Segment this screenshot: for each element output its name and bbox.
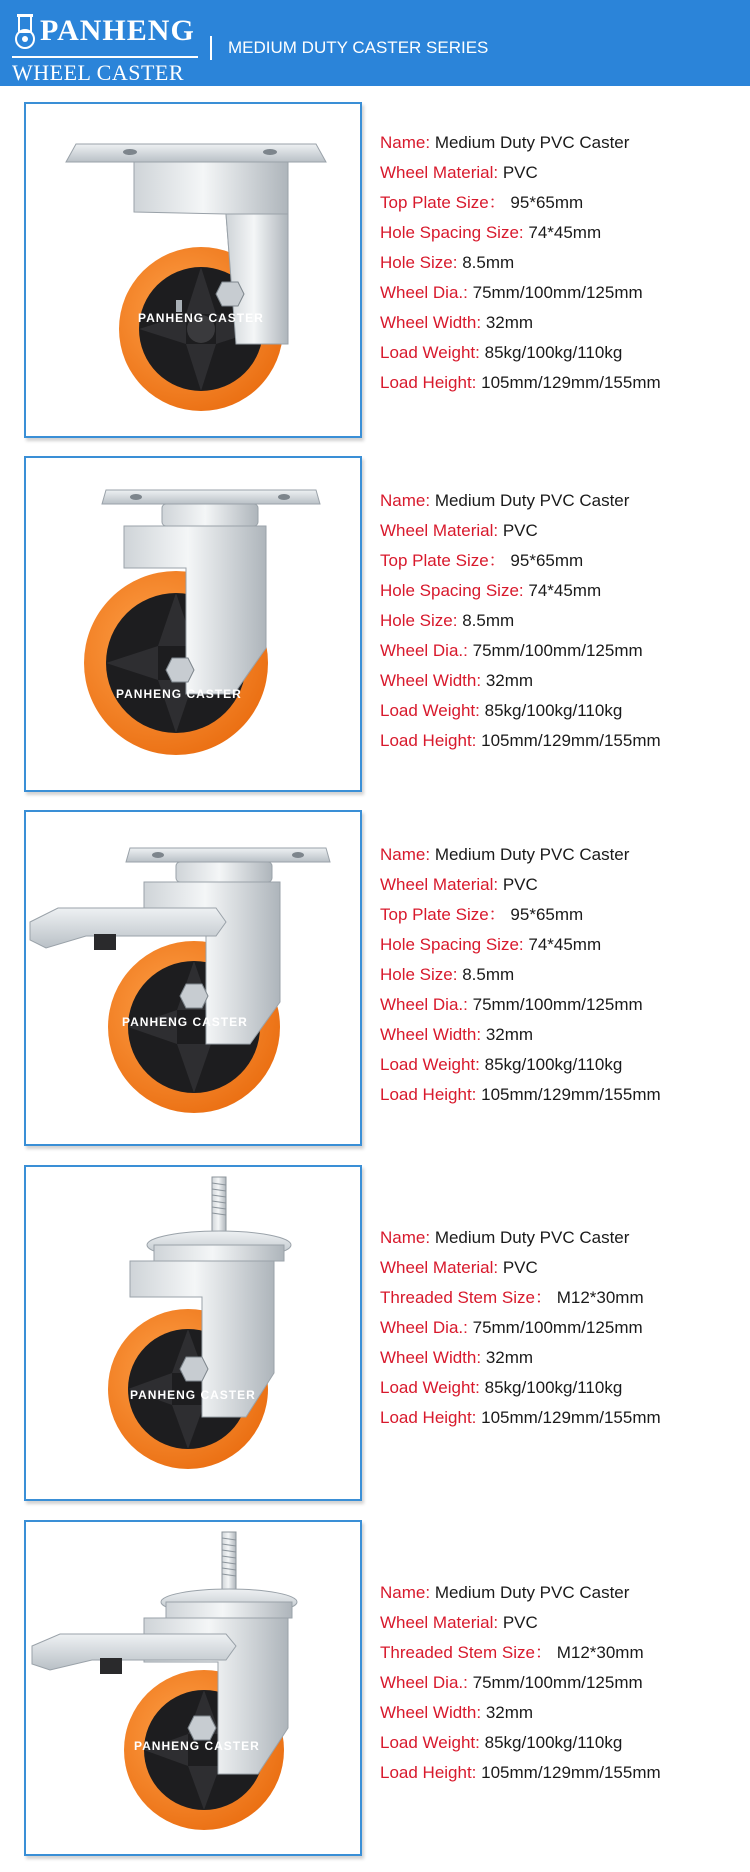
spec-label: Name: bbox=[380, 491, 431, 510]
spec-row-name bbox=[380, 840, 740, 870]
spec-label: Load Height: bbox=[380, 1408, 477, 1427]
spec-value: 105mm/129mm/155mm bbox=[481, 1085, 661, 1104]
logo-text-bottom: WHEEL CASTER bbox=[12, 60, 184, 85]
spec-row-wheel-width bbox=[380, 1343, 740, 1373]
product-card-1 bbox=[0, 102, 750, 442]
product-image-frame bbox=[24, 1520, 362, 1856]
spec-label: Top Plate Size： bbox=[380, 905, 506, 924]
spec-value: 85kg/100kg/110kg bbox=[484, 1733, 623, 1752]
spec-value: 95*65mm bbox=[510, 551, 584, 570]
spec-row-wheel-material bbox=[380, 870, 740, 900]
spec-row-wheel-dia bbox=[380, 1668, 740, 1698]
spec-row-wheel-material bbox=[380, 1253, 740, 1283]
spec-row-wheel-width bbox=[380, 1698, 740, 1728]
spec-row-name bbox=[380, 1578, 740, 1608]
spec-label: Load Weight: bbox=[380, 343, 480, 362]
spec-value: Medium Duty PVC Caster bbox=[434, 133, 630, 152]
spec-row-wheel-dia bbox=[380, 1313, 740, 1343]
logo-divider bbox=[12, 56, 198, 58]
header-banner bbox=[0, 0, 750, 86]
spec-row-load-weight bbox=[380, 1373, 740, 1403]
spec-label: Wheel Dia.: bbox=[380, 1673, 468, 1692]
spec-value: 105mm/129mm/155mm bbox=[481, 373, 661, 392]
spec-value: PVC bbox=[502, 163, 538, 182]
spec-value: 74*45mm bbox=[528, 935, 602, 954]
watermark-text: PANHENG CASTER bbox=[138, 311, 264, 325]
spec-label: Wheel Material: bbox=[380, 1258, 499, 1277]
spec-value: 8.5mm bbox=[462, 253, 515, 272]
spec-value: 8.5mm bbox=[462, 611, 515, 630]
spec-row-hole-spacing bbox=[380, 218, 740, 248]
spec-label: Wheel Material: bbox=[380, 163, 499, 182]
spec-row-name bbox=[380, 486, 740, 516]
spec-row-hole-size bbox=[380, 606, 740, 636]
spec-row-load-weight bbox=[380, 696, 740, 726]
product-image-frame bbox=[24, 456, 362, 792]
spec-row-wheel-material bbox=[380, 516, 740, 546]
spec-value: 95*65mm bbox=[510, 193, 584, 212]
spec-label: Wheel Dia.: bbox=[380, 1318, 468, 1337]
spec-list bbox=[380, 840, 740, 1110]
spec-row-top-plate-size bbox=[380, 188, 740, 218]
spec-list bbox=[380, 1223, 740, 1433]
spec-label: Hole Size: bbox=[380, 965, 458, 984]
spec-value: 32mm bbox=[485, 1348, 534, 1367]
spec-label: Threaded Stem Size： bbox=[380, 1643, 552, 1662]
spec-list bbox=[380, 486, 740, 756]
spec-row-load-height bbox=[380, 1080, 740, 1110]
spec-row-load-weight bbox=[380, 1728, 740, 1758]
watermark-text: PANHENG CASTER bbox=[116, 687, 242, 701]
spec-row-wheel-dia bbox=[380, 990, 740, 1020]
spec-label: Wheel Width: bbox=[380, 671, 482, 690]
series-title: MEDIUM DUTY CASTER SERIES bbox=[228, 38, 489, 57]
header-separator bbox=[210, 36, 212, 60]
spec-value: 75mm/100mm/125mm bbox=[472, 641, 643, 660]
spec-value: 32mm bbox=[485, 671, 534, 690]
product-image-frame bbox=[24, 810, 362, 1146]
product-image-frame bbox=[24, 102, 362, 438]
spec-value: PVC bbox=[502, 1613, 538, 1632]
spec-label: Load Height: bbox=[380, 731, 477, 750]
spec-label: Load Weight: bbox=[380, 1733, 480, 1752]
brand-logo bbox=[12, 8, 198, 85]
spec-value: Medium Duty PVC Caster bbox=[434, 1228, 630, 1247]
spec-value: 74*45mm bbox=[528, 223, 602, 242]
spec-label: Wheel Width: bbox=[380, 313, 482, 332]
spec-value: 32mm bbox=[485, 313, 534, 332]
spec-value: 85kg/100kg/110kg bbox=[484, 1378, 623, 1397]
spec-value: PVC bbox=[502, 1258, 538, 1277]
spec-list bbox=[380, 1578, 740, 1788]
spec-label: Wheel Width: bbox=[380, 1025, 482, 1044]
spec-label: Name: bbox=[380, 1583, 431, 1602]
spec-value: 85kg/100kg/110kg bbox=[484, 343, 623, 362]
spec-value: 75mm/100mm/125mm bbox=[472, 1318, 643, 1337]
spec-value: 85kg/100kg/110kg bbox=[484, 701, 623, 720]
spec-label: Hole Spacing Size: bbox=[380, 935, 524, 954]
spec-label: Top Plate Size： bbox=[380, 551, 506, 570]
spec-value: PVC bbox=[502, 521, 538, 540]
spec-value: 32mm bbox=[485, 1703, 534, 1722]
spec-value: Medium Duty PVC Caster bbox=[434, 491, 630, 510]
spec-label: Wheel Material: bbox=[380, 1613, 499, 1632]
threaded-stem-brake-caster-image bbox=[26, 1522, 360, 1854]
spec-row-load-weight bbox=[380, 1050, 740, 1080]
spec-row-load-height bbox=[380, 368, 740, 398]
spec-row-wheel-material bbox=[380, 1608, 740, 1638]
threaded-stem-caster-image bbox=[26, 1167, 360, 1499]
spec-value: 75mm/100mm/125mm bbox=[472, 995, 643, 1014]
spec-row-hole-spacing bbox=[380, 576, 740, 606]
spec-row-wheel-dia bbox=[380, 278, 740, 308]
spec-label: Threaded Stem Size： bbox=[380, 1288, 552, 1307]
spec-label: Load Weight: bbox=[380, 1055, 480, 1074]
spec-label: Wheel Material: bbox=[380, 875, 499, 894]
spec-label: Wheel Dia.: bbox=[380, 283, 468, 302]
spec-row-name bbox=[380, 128, 740, 158]
watermark-text: PANHENG CASTER bbox=[122, 1015, 248, 1029]
spec-row-wheel-material bbox=[380, 158, 740, 188]
product-card-2 bbox=[0, 456, 750, 796]
spec-row-wheel-dia bbox=[380, 636, 740, 666]
caster-logo-icon bbox=[14, 12, 36, 52]
spec-label: Name: bbox=[380, 133, 431, 152]
watermark-text: PANHENG CASTER bbox=[130, 1388, 256, 1402]
spec-value: 85kg/100kg/110kg bbox=[484, 1055, 623, 1074]
spec-label: Load Weight: bbox=[380, 701, 480, 720]
product-card-5 bbox=[0, 1520, 750, 1860]
product-image-frame bbox=[24, 1165, 362, 1501]
spec-list bbox=[380, 128, 740, 398]
spec-label: Load Height: bbox=[380, 373, 477, 392]
spec-value: 105mm/129mm/155mm bbox=[481, 1408, 661, 1427]
spec-value: 75mm/100mm/125mm bbox=[472, 1673, 643, 1692]
spec-label: Name: bbox=[380, 1228, 431, 1247]
spec-label: Hole Size: bbox=[380, 253, 458, 272]
spec-row-hole-size bbox=[380, 960, 740, 990]
spec-value: 8.5mm bbox=[462, 965, 515, 984]
spec-label: Wheel Width: bbox=[380, 1348, 482, 1367]
swivel-caster-image bbox=[26, 458, 360, 790]
spec-value: 105mm/129mm/155mm bbox=[481, 731, 661, 750]
watermark-text: PANHENG CASTER bbox=[134, 1739, 260, 1753]
spec-label: Load Weight: bbox=[380, 1378, 480, 1397]
brake-caster-image bbox=[26, 812, 360, 1144]
spec-row-load-weight bbox=[380, 338, 740, 368]
spec-value: M12*30mm bbox=[556, 1288, 644, 1307]
spec-value: 75mm/100mm/125mm bbox=[472, 283, 643, 302]
spec-value: 105mm/129mm/155mm bbox=[481, 1763, 661, 1782]
logo-text-top: PANHENG bbox=[40, 14, 195, 47]
spec-row-load-height bbox=[380, 726, 740, 756]
spec-label: Hole Size: bbox=[380, 611, 458, 630]
spec-value: 74*45mm bbox=[528, 581, 602, 600]
spec-value: 95*65mm bbox=[510, 905, 584, 924]
spec-value: Medium Duty PVC Caster bbox=[434, 845, 630, 864]
spec-value: 32mm bbox=[485, 1025, 534, 1044]
spec-label: Wheel Material: bbox=[380, 521, 499, 540]
spec-label: Hole Spacing Size: bbox=[380, 223, 524, 242]
spec-label: Hole Spacing Size: bbox=[380, 581, 524, 600]
spec-row-threaded-stem-size bbox=[380, 1638, 740, 1668]
spec-label: Wheel Dia.: bbox=[380, 995, 468, 1014]
spec-row-top-plate-size bbox=[380, 546, 740, 576]
spec-row-wheel-width bbox=[380, 1020, 740, 1050]
spec-row-load-height bbox=[380, 1403, 740, 1433]
spec-row-wheel-width bbox=[380, 308, 740, 338]
spec-row-hole-spacing bbox=[380, 930, 740, 960]
spec-value: Medium Duty PVC Caster bbox=[434, 1583, 630, 1602]
spec-row-hole-size bbox=[380, 248, 740, 278]
spec-value: M12*30mm bbox=[556, 1643, 644, 1662]
product-card-4 bbox=[0, 1165, 750, 1505]
spec-label: Wheel Dia.: bbox=[380, 641, 468, 660]
spec-label: Load Height: bbox=[380, 1763, 477, 1782]
spec-value: PVC bbox=[502, 875, 538, 894]
spec-row-name bbox=[380, 1223, 740, 1253]
spec-label: Load Height: bbox=[380, 1085, 477, 1104]
spec-row-top-plate-size bbox=[380, 900, 740, 930]
spec-row-wheel-width bbox=[380, 666, 740, 696]
product-card-3 bbox=[0, 810, 750, 1150]
spec-row-load-height bbox=[380, 1758, 740, 1788]
fixed-caster-image bbox=[26, 104, 360, 436]
spec-label: Wheel Width: bbox=[380, 1703, 482, 1722]
spec-label: Name: bbox=[380, 845, 431, 864]
spec-row-threaded-stem-size bbox=[380, 1283, 740, 1313]
spec-label: Top Plate Size： bbox=[380, 193, 506, 212]
